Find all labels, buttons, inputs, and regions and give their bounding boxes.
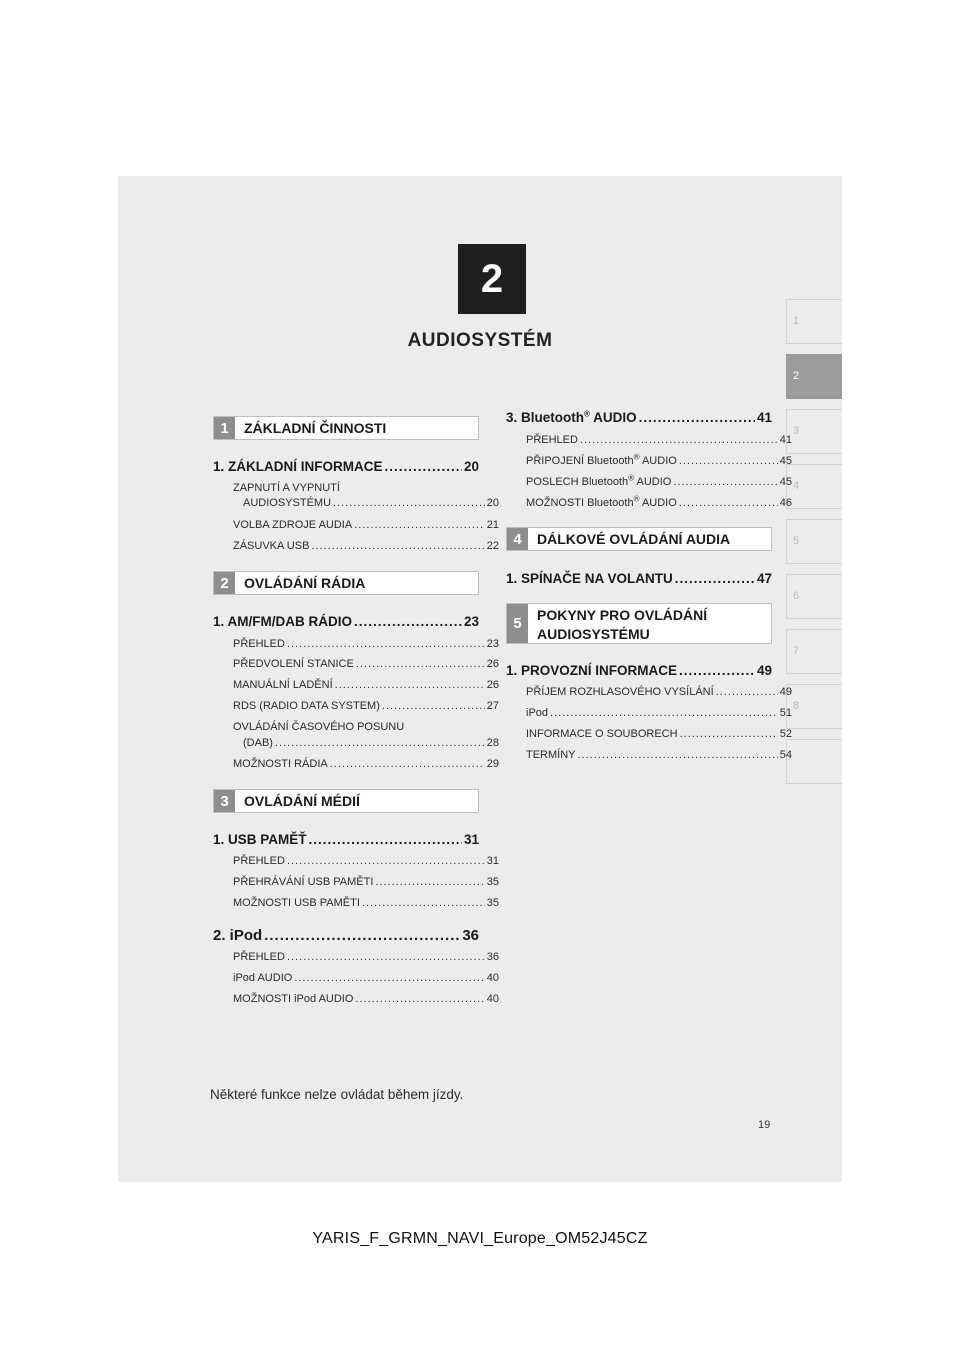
side-tab-2[interactable]: 2 xyxy=(786,354,842,399)
toc-entry[interactable]: iPod AUDIO ..... 40 xyxy=(213,972,499,984)
toc-entry[interactable]: INFORMACE O SOUBORECH ..... 52 xyxy=(506,728,792,740)
section-number: 3 xyxy=(214,790,235,812)
toc-entry[interactable]: TERMÍNY ..... 54 xyxy=(506,749,792,761)
toc-entry[interactable]: MANUÁLNÍ LADĚNÍ ..... 26 xyxy=(213,679,499,691)
chapter-title: AUDIOSYSTÉM xyxy=(407,330,553,351)
toc-entry[interactable]: PŘIPOJENÍ Bluetooth® AUDIO ..... 45 xyxy=(506,455,792,467)
side-tab-4[interactable]: 4 xyxy=(786,464,842,509)
section-title: DÁLKOVÉ OVLÁDÁNÍ AUDIA xyxy=(537,531,731,547)
footer-note: Některé funkce nelze ovládat během jízdy. xyxy=(210,1087,464,1102)
side-tab-5[interactable]: 5 xyxy=(786,519,842,564)
section-title: POKYNY PRO OVLÁDÁNÍ AUDIOSYSTÉMU xyxy=(537,607,708,642)
toc-entry[interactable]: MOŽNOSTI iPod AUDIO ..... 40 xyxy=(213,993,499,1005)
toc-entry-main[interactable]: 1. USB PAMĚŤ ..... 31 xyxy=(213,832,479,847)
toc-entry[interactable]: POSLECH Bluetooth® AUDIO ..... 45 xyxy=(506,476,792,488)
toc-entry[interactable]: MOŽNOSTI USB PAMĚTI ..... 35 xyxy=(213,897,499,909)
section-number: 2 xyxy=(214,572,235,594)
toc-entry-main[interactable]: 1. SPÍNAČE NA VOLANTU ..... 47 xyxy=(506,571,772,586)
toc-entry-main[interactable]: 1. AM/FM/DAB RÁDIO ..... 23 xyxy=(213,614,479,629)
toc-entry[interactable]: MOŽNOSTI RÁDIA ..... 29 xyxy=(213,758,499,770)
chapter-number-box xyxy=(458,244,526,314)
toc-entry-main[interactable]: 1. ZÁKLADNÍ INFORMACE ..... 20 xyxy=(213,459,479,474)
toc-entry[interactable]: PŘEHLED ..... 41 xyxy=(506,434,792,446)
toc-entry[interactable]: PŘEDVOLENÍ STANICE ..... 26 xyxy=(213,658,499,670)
document-code: YARIS_F_GRMN_NAVI_Europe_OM52J45CZ xyxy=(312,1230,648,1247)
toc-entry[interactable]: PŘEHRÁVÁNÍ USB PAMĚTI ..... 35 xyxy=(213,876,499,888)
toc-entry[interactable]: ZAPNUTÍ A VYPNUTÍ AUDIOSYSTÉMU ..... 20 xyxy=(213,482,499,509)
section-header-2[interactable] xyxy=(213,571,479,595)
toc-entry[interactable]: ZÁSUVKA USB ..... 22 xyxy=(213,540,499,552)
toc-entry[interactable]: iPod ..... 51 xyxy=(506,707,792,719)
section-title: ZÁKLADNÍ ČINNOSTI xyxy=(244,420,387,436)
toc-entry[interactable]: RDS (RADIO DATA SYSTEM) ..... 27 xyxy=(213,700,499,712)
section-number: 4 xyxy=(507,528,528,550)
side-tab-7[interactable]: 7 xyxy=(786,629,842,674)
section-number: 1 xyxy=(214,417,235,439)
toc-entry[interactable]: PŘÍJEM ROZHLASOVÉHO VYSÍLÁNÍ ..... 49 xyxy=(506,686,792,698)
side-tab-1[interactable]: 1 xyxy=(786,299,842,344)
chapter-number: 2 xyxy=(480,256,504,301)
section-number: 5 xyxy=(507,604,528,643)
section-header-4[interactable] xyxy=(506,527,772,551)
toc-entry[interactable]: PŘEHLED ..... 36 xyxy=(213,951,499,963)
side-tab-3[interactable]: 3 xyxy=(786,409,842,454)
section-title: OVLÁDÁNÍ MÉDIÍ xyxy=(244,793,360,809)
side-tab-9[interactable] xyxy=(786,739,842,784)
toc-entry[interactable]: MOŽNOSTI Bluetooth® AUDIO ..... 46 xyxy=(506,497,792,509)
toc-entry[interactable]: PŘEHLED ..... 31 xyxy=(213,855,499,867)
toc-entry[interactable]: OVLÁDÁNÍ ČASOVÉHO POSUNU (DAB) ..... 28 xyxy=(213,721,499,749)
side-tab-6[interactable]: 6 xyxy=(786,574,842,619)
page-number: 19 xyxy=(758,1119,771,1131)
toc-entry[interactable]: PŘEHLED ..... 23 xyxy=(213,638,499,650)
section-header-5[interactable] xyxy=(506,603,772,644)
toc-entry-main[interactable]: 2. iPod ..... 36 xyxy=(213,927,479,944)
section-title: OVLÁDÁNÍ RÁDIA xyxy=(244,575,366,591)
side-tab-8[interactable]: 8 xyxy=(786,684,842,729)
section-header-3[interactable] xyxy=(213,789,479,813)
toc-entry-main[interactable]: 3. Bluetooth® AUDIO ..... 41 xyxy=(506,410,772,425)
toc-entry[interactable]: VOLBA ZDROJE AUDIA ..... 21 xyxy=(213,519,499,531)
section-header-1[interactable] xyxy=(213,416,479,440)
toc-entry-main[interactable]: 1. PROVOZNÍ INFORMACE ..... 49 xyxy=(506,663,772,678)
